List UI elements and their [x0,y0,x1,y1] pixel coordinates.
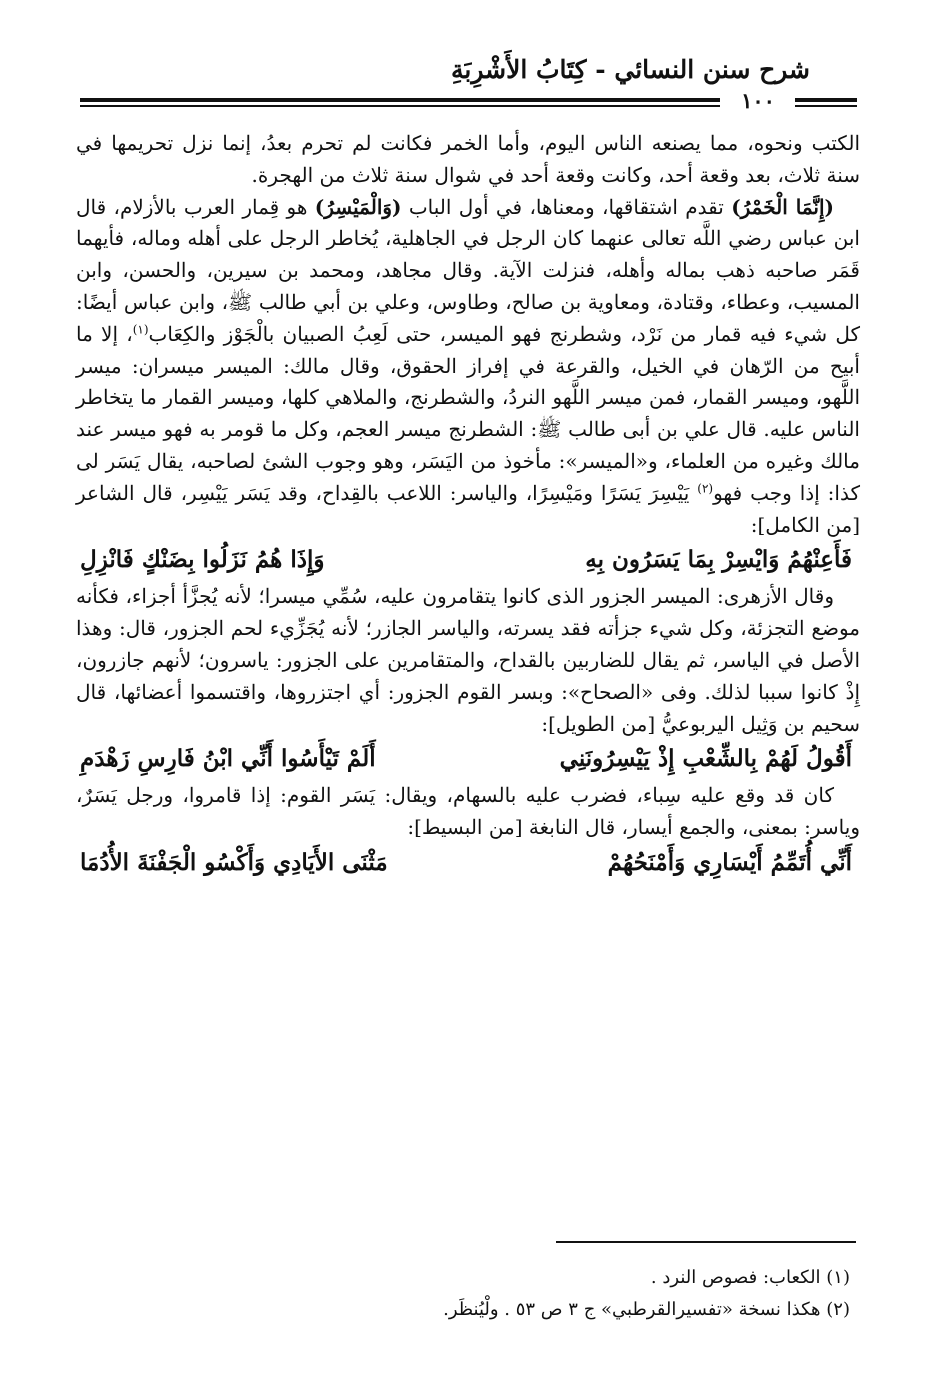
verse-3-first-hemistich: أَنِّي أُتَمِّمُ أَيْسَارِي وَأَمْنَحُهُمْ [607,848,852,876]
page-number-rule-thin [795,105,857,107]
paragraph-2-part-c: ، إلا ما أبيح من الرّهان في الخيل، والقرعة في إفراز الحقوق، وقال مالك: الميسر ميسران: ميسر اللَّهو، وميسر القمار، فمن ميسر اللَّهو النردُ، والشطرنج، والملاهي كلها، وميسر القمار ما يتخاطر الناس عليه. قال علي بن أبى طالب ﷺ: الشطرنج ميسر العجم، وكل ما قومر به فهو ميسر عند مالك وغيره من العلماء، و«الميسر»: مأخوذ من اليَسَر، وهو وجوب الشئ لصاحبه، يقال يَسَر لى كذا: إذا وجب فهو [76,321,860,505]
paragraph-2-part-a: تقدم اشتقاقها، ومعناها، في أول الباب [401,194,732,219]
paragraph-1: الكتب ونحوه، مما يصنعه الناس اليوم، وأما الخمر فكانت لم تحرم بعدُ، إنما نزل تحريمها في سنة ثلاث، بعد وقعة أحد، وكانت وقعة أحد في شوال سنة ثلاث من الهجرة. [76,131,860,187]
verse-1-second-hemistich: وَإِذَا هُمُ نَزَلُوا بِضَنْكٍ فَانْزِلِ [80,546,325,574]
poetry-verse-1 [76,542,860,578]
poetry-verse-3 [76,845,860,881]
verse-2-second-hemistich: أَلَمْ تَيْأَسُوا أَنِّي ابْنُ فَارِسِ زَهْدَمِ [80,745,376,773]
paragraph-2-part-b: هو قِمار العرب بالأزلام، قال ابن عباس رضي اللَّه تعالى عنهما كان الرجل في الجاهلية، يُخاطر الرجل على أهله وماله، فأيهما قَمَر صاحبه ذهب بماله وأهله، فنزلت الآية. وقال مجاهد، ومحمد بن سيرين، والحسن، وابن المسيب، وعطاء، وقتادة، ومعاوية بن صالح، وطاوس، وعلي بن أبي طالب ﷺ، وابن عباس أيضًا: كل شيء فيه قمار من نَرْد، وشطرنج فهو الميسر، حتى لَعِبُ الصبيان بالْجَوْز والكِعَاب [76,194,860,346]
paragraph-2 [76,192,860,542]
footnote-separator [556,1241,856,1243]
paragraph-4: كان قد وقع عليه سِباء، فضرب عليه بالسهام، ويقال: يَسَر القوم: إذا قامروا، ورجل يَسَرٌ، وياسر: بمعنى، والجمع أيسار، قال النابغة [من البسيط]: [76,783,860,840]
running-header-title: شرح سنن النسائي - كِتَابُ الأَشْرِبَةِ [450,55,810,84]
verse-3-second-hemistich: مَثْنَى الأَيَادِي وَأَكْسُو الْجَفْنَةَ الأُدُمَا [80,848,388,876]
footnotes [76,1262,850,1326]
footnote-1: (١) الكعاب: فصوص النرد . [650,1267,850,1288]
verse-2-first-hemistich: أَقُولُ لَهُمْ بِالشِّعْبِ إِذْ يَيْسِرُونَنِي [559,745,852,773]
footnote-ref-1: (١) [132,322,149,337]
header-rule-thick [80,98,720,102]
page-number: ١٠٠ [741,88,775,113]
page-number-rule-thick [795,98,857,102]
footnote-ref-2: (٢) [697,481,714,496]
footnote-2: (٢) هكذا نسخة «تفسيرالقرطبي» ج ٣ ص ٥٣ . ولْيُنظَر. [443,1299,850,1320]
paragraph-2-part-d: يَيْسِرَ يَسَرًا ومَيْسِرًا، والياسر: اللاعب بالقِداح، وقد يَسَر يَيْسِر، قال الشاعر [من الكامل]: [76,480,860,537]
main-text [76,128,860,884]
poetry-verse-2 [76,741,860,777]
verse-1-first-hemistich: فَأَعِنْهُمُ وَايْسِرْ بِمَا يَسَرُون بِهِ [585,546,852,574]
header-rule-thin [80,105,720,107]
quoted-term-khamr: (إِنَّمَا الْخَمْرُ) [731,194,834,219]
quoted-term-maysir: (وَالْمَيْسِرُ) [314,194,402,219]
paragraph-3: وقال الأزهرى: الميسر الجزور الذى كانوا يتقامرون عليه، سُمِّي ميسرا؛ لأنه يُجزَّأ أجزاء، فكأنه موضع التجزئة، وكل شيء جزأته فقد يسرته، والياسر الجازر؛ لأنه يُجَزِّيء لحم الجزور، قال: وهذا الأصل في الياسر، ثم يقال للضاربين بالقداح، والمتقامرين على الجزور: ياسرون؛ لأنهم جازرون، إِذْ كانوا سببا لذلك. وفى «الصحاح»: وبسر القوم الجزور: أي اجتزروها، واقتسموا أعضائها، قال سحيم بن وَثِيل اليربوعيُّ [من الطويل]: [76,584,861,736]
